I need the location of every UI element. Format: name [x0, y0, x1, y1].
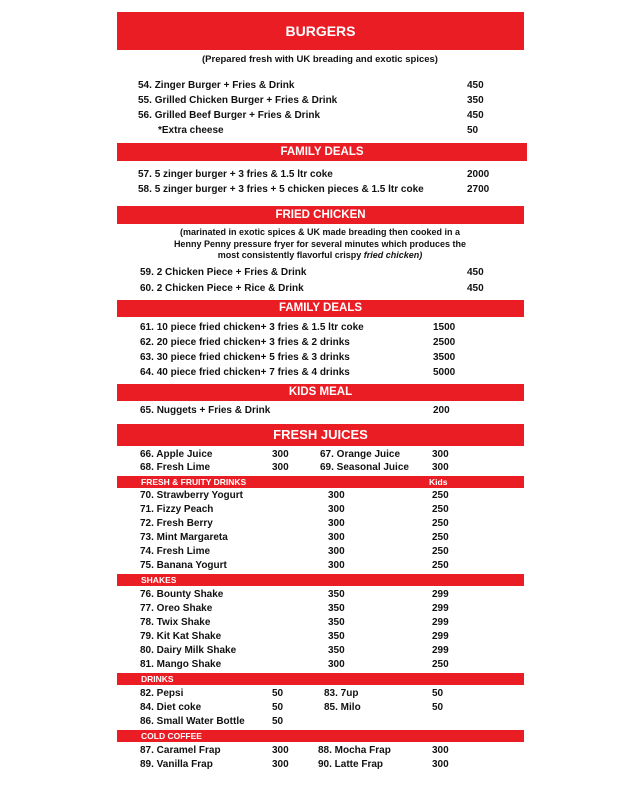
menu-item: 81. Mango Shake — [140, 659, 222, 670]
section-title: FRESH & FRUITY DRINKS — [141, 477, 247, 487]
kids-price: 299 — [432, 603, 449, 614]
item-price: 300 — [328, 504, 345, 515]
kids-price: 299 — [432, 645, 449, 656]
kids-label: Kids — [429, 477, 448, 487]
item-price: 2500 — [433, 337, 456, 348]
kids-price: 299 — [432, 617, 449, 628]
kids-price: 250 — [432, 504, 449, 515]
note-line: most consistently flavorful crispy fried chicken) — [217, 250, 423, 260]
kids-price: 250 — [432, 518, 449, 529]
item-name: 10 piece fried chicken+ 3 fries & 1.5 ltr coke — [156, 322, 364, 333]
item-number: 61. — [140, 322, 154, 333]
item-price: 50 — [272, 716, 284, 727]
item-price: 300 — [328, 490, 345, 501]
item-price: 300 — [328, 532, 345, 543]
menu-item: 74. Fresh Lime — [140, 546, 211, 557]
cold-coffee-header — [117, 730, 524, 742]
item-price: 300 — [432, 745, 449, 756]
menu-item: 76. Bounty Shake — [140, 589, 224, 600]
menu-item — [138, 80, 294, 91]
item-number: 55. — [138, 95, 152, 106]
menu-item — [138, 184, 424, 195]
kids-price: 299 — [432, 631, 449, 642]
note-line: (marinated in exotic spices & UK made breading then cooked in a — [179, 227, 461, 237]
menu-item: 90. Latte Frap — [318, 759, 384, 770]
fresh-juices-header: FRESH JUICES — [117, 424, 524, 446]
item-price: 350 — [328, 603, 345, 614]
family-deals-header: FAMILY DEALS — [117, 143, 527, 161]
section-title: COLD COFFEE — [141, 731, 202, 741]
menu-item — [140, 267, 306, 278]
menu-item: 69. Seasonal Juice — [320, 462, 409, 473]
item-name: 2 Chicken Piece + Rice & Drink — [156, 283, 304, 294]
item-price: 2700 — [467, 184, 490, 195]
item-price: 300 — [432, 449, 449, 460]
fried-chicken-header: FRIED CHICKEN — [117, 206, 524, 224]
item-name: Zinger Burger + Fries & Drink — [154, 80, 295, 91]
menu-item: 86. Small Water Bottle — [140, 716, 245, 727]
item-number: 62. — [140, 337, 154, 348]
item-name: 20 piece fried chicken+ 3 fries & 2 drinks — [156, 337, 350, 348]
item-number: 57. — [138, 169, 152, 180]
menu-item — [140, 283, 304, 294]
item-name: 2 Chicken Piece + Fries & Drink — [156, 267, 307, 278]
item-price: 300 — [328, 518, 345, 529]
item-price: 50 — [432, 702, 444, 713]
menu-item — [138, 110, 320, 121]
item-price: 300 — [272, 462, 289, 473]
menu-item: 78. Twix Shake — [140, 617, 211, 628]
item-price: 300 — [272, 745, 289, 756]
item-price: 300 — [272, 449, 289, 460]
item-name: 5 zinger burger + 3 fries + 5 chicken pieces & 1.5 ltr coke — [154, 184, 424, 195]
item-price: 350 — [467, 95, 484, 106]
item-price: 350 — [328, 589, 345, 600]
family-deals-header: FAMILY DEALS — [117, 300, 524, 317]
fried-chicken-note — [130, 227, 510, 262]
fruity-drinks-header — [117, 476, 524, 488]
item-price: 350 — [328, 617, 345, 628]
item-price: 5000 — [433, 367, 456, 378]
menu-item — [140, 352, 350, 363]
menu-item: 87. Caramel Frap — [140, 745, 221, 756]
menu-item: 71. Fizzy Peach — [140, 504, 214, 515]
item-number: 60. — [140, 283, 154, 294]
section-title: SHAKES — [141, 575, 177, 585]
item-price: 300 — [432, 462, 449, 473]
item-price: 350 — [328, 645, 345, 656]
drinks-header — [117, 673, 524, 685]
item-number: 59. — [140, 267, 154, 278]
item-price: 300 — [328, 659, 345, 670]
item-price: 350 — [328, 631, 345, 642]
item-price: 50 — [432, 688, 444, 699]
item-name: 5 zinger burger + 3 fries & 1.5 ltr coke — [154, 169, 333, 180]
menu-item: 83. 7up — [324, 688, 359, 699]
item-price: 2000 — [467, 169, 490, 180]
item-price: 3500 — [433, 352, 456, 363]
item-number: 54. — [138, 80, 152, 91]
menu-item — [140, 337, 350, 348]
item-name: *Extra cheese — [158, 125, 224, 136]
menu-item: 75. Banana Yogurt — [140, 560, 227, 571]
menu-item: 70. Strawberry Yogurt — [140, 490, 243, 501]
item-price: 300 — [328, 560, 345, 571]
menu-item: 72. Fresh Berry — [140, 518, 213, 529]
item-price: 450 — [467, 267, 484, 278]
item-name: Nuggets + Fries & Drink — [156, 405, 271, 416]
section-title: DRINKS — [141, 674, 174, 684]
item-number: 56. — [138, 110, 152, 121]
item-price: 200 — [433, 405, 450, 416]
menu-item: 84. Diet coke — [140, 702, 202, 713]
menu-item: 67. Orange Juice — [320, 449, 401, 460]
item-name: 30 piece fried chicken+ 5 fries & 3 drinks — [156, 352, 350, 363]
item-price: 50 — [272, 702, 284, 713]
item-price: 450 — [467, 80, 484, 91]
item-price: 300 — [432, 759, 449, 770]
shakes-header — [117, 574, 524, 586]
item-price: 1500 — [433, 322, 456, 333]
item-number: 58. — [138, 184, 152, 195]
note-line: Henny Penny pressure fryer for several minutes which produces the — [173, 238, 467, 249]
menu-item: 66. Apple Juice — [140, 449, 213, 460]
burgers-header: BURGERS — [117, 12, 524, 50]
kids-price: 250 — [432, 659, 449, 670]
menu-item — [138, 95, 337, 106]
menu-item — [138, 169, 333, 180]
item-name: Grilled Beef Burger + Fries & Drink — [154, 110, 321, 121]
menu-item: 73. Mint Margareta — [140, 532, 228, 543]
menu-item — [140, 367, 350, 378]
menu-item: 68. Fresh Lime — [140, 462, 211, 473]
item-price: 300 — [272, 759, 289, 770]
menu-item: 77. Oreo Shake — [140, 603, 213, 614]
kids-price: 250 — [432, 490, 449, 501]
kids-meal-header: KIDS MEAL — [117, 384, 524, 401]
kids-price: 299 — [432, 589, 449, 600]
item-price: 50 — [467, 125, 479, 136]
item-number: 64. — [140, 367, 154, 378]
menu-item — [140, 322, 364, 333]
menu-item: 79. Kit Kat Shake — [140, 631, 222, 642]
item-price: 450 — [467, 110, 484, 121]
item-number: 65. — [140, 405, 154, 416]
item-name: 40 piece fried chicken+ 7 fries & 4 drinks — [156, 367, 350, 378]
note-italic: fried chicken) — [363, 250, 423, 260]
burgers-note: (Prepared fresh with UK breading and exotic spices) — [202, 54, 438, 65]
menu-item — [140, 405, 270, 416]
menu-item: 88. Mocha Frap — [318, 745, 391, 756]
item-price: 450 — [467, 283, 484, 294]
item-number: 63. — [140, 352, 154, 363]
menu-item: 85. Milo — [324, 702, 361, 713]
item-name: Grilled Chicken Burger + Fries & Drink — [154, 95, 338, 106]
kids-price: 250 — [432, 546, 449, 557]
menu-item: 80. Dairy Milk Shake — [140, 645, 237, 656]
item-price: 50 — [272, 688, 284, 699]
menu-item: 89. Vanilla Frap — [140, 759, 213, 770]
menu-item — [158, 125, 224, 136]
menu-item: 82. Pepsi — [140, 688, 184, 699]
kids-price: 250 — [432, 560, 449, 571]
item-price: 300 — [328, 546, 345, 557]
kids-price: 250 — [432, 532, 449, 543]
